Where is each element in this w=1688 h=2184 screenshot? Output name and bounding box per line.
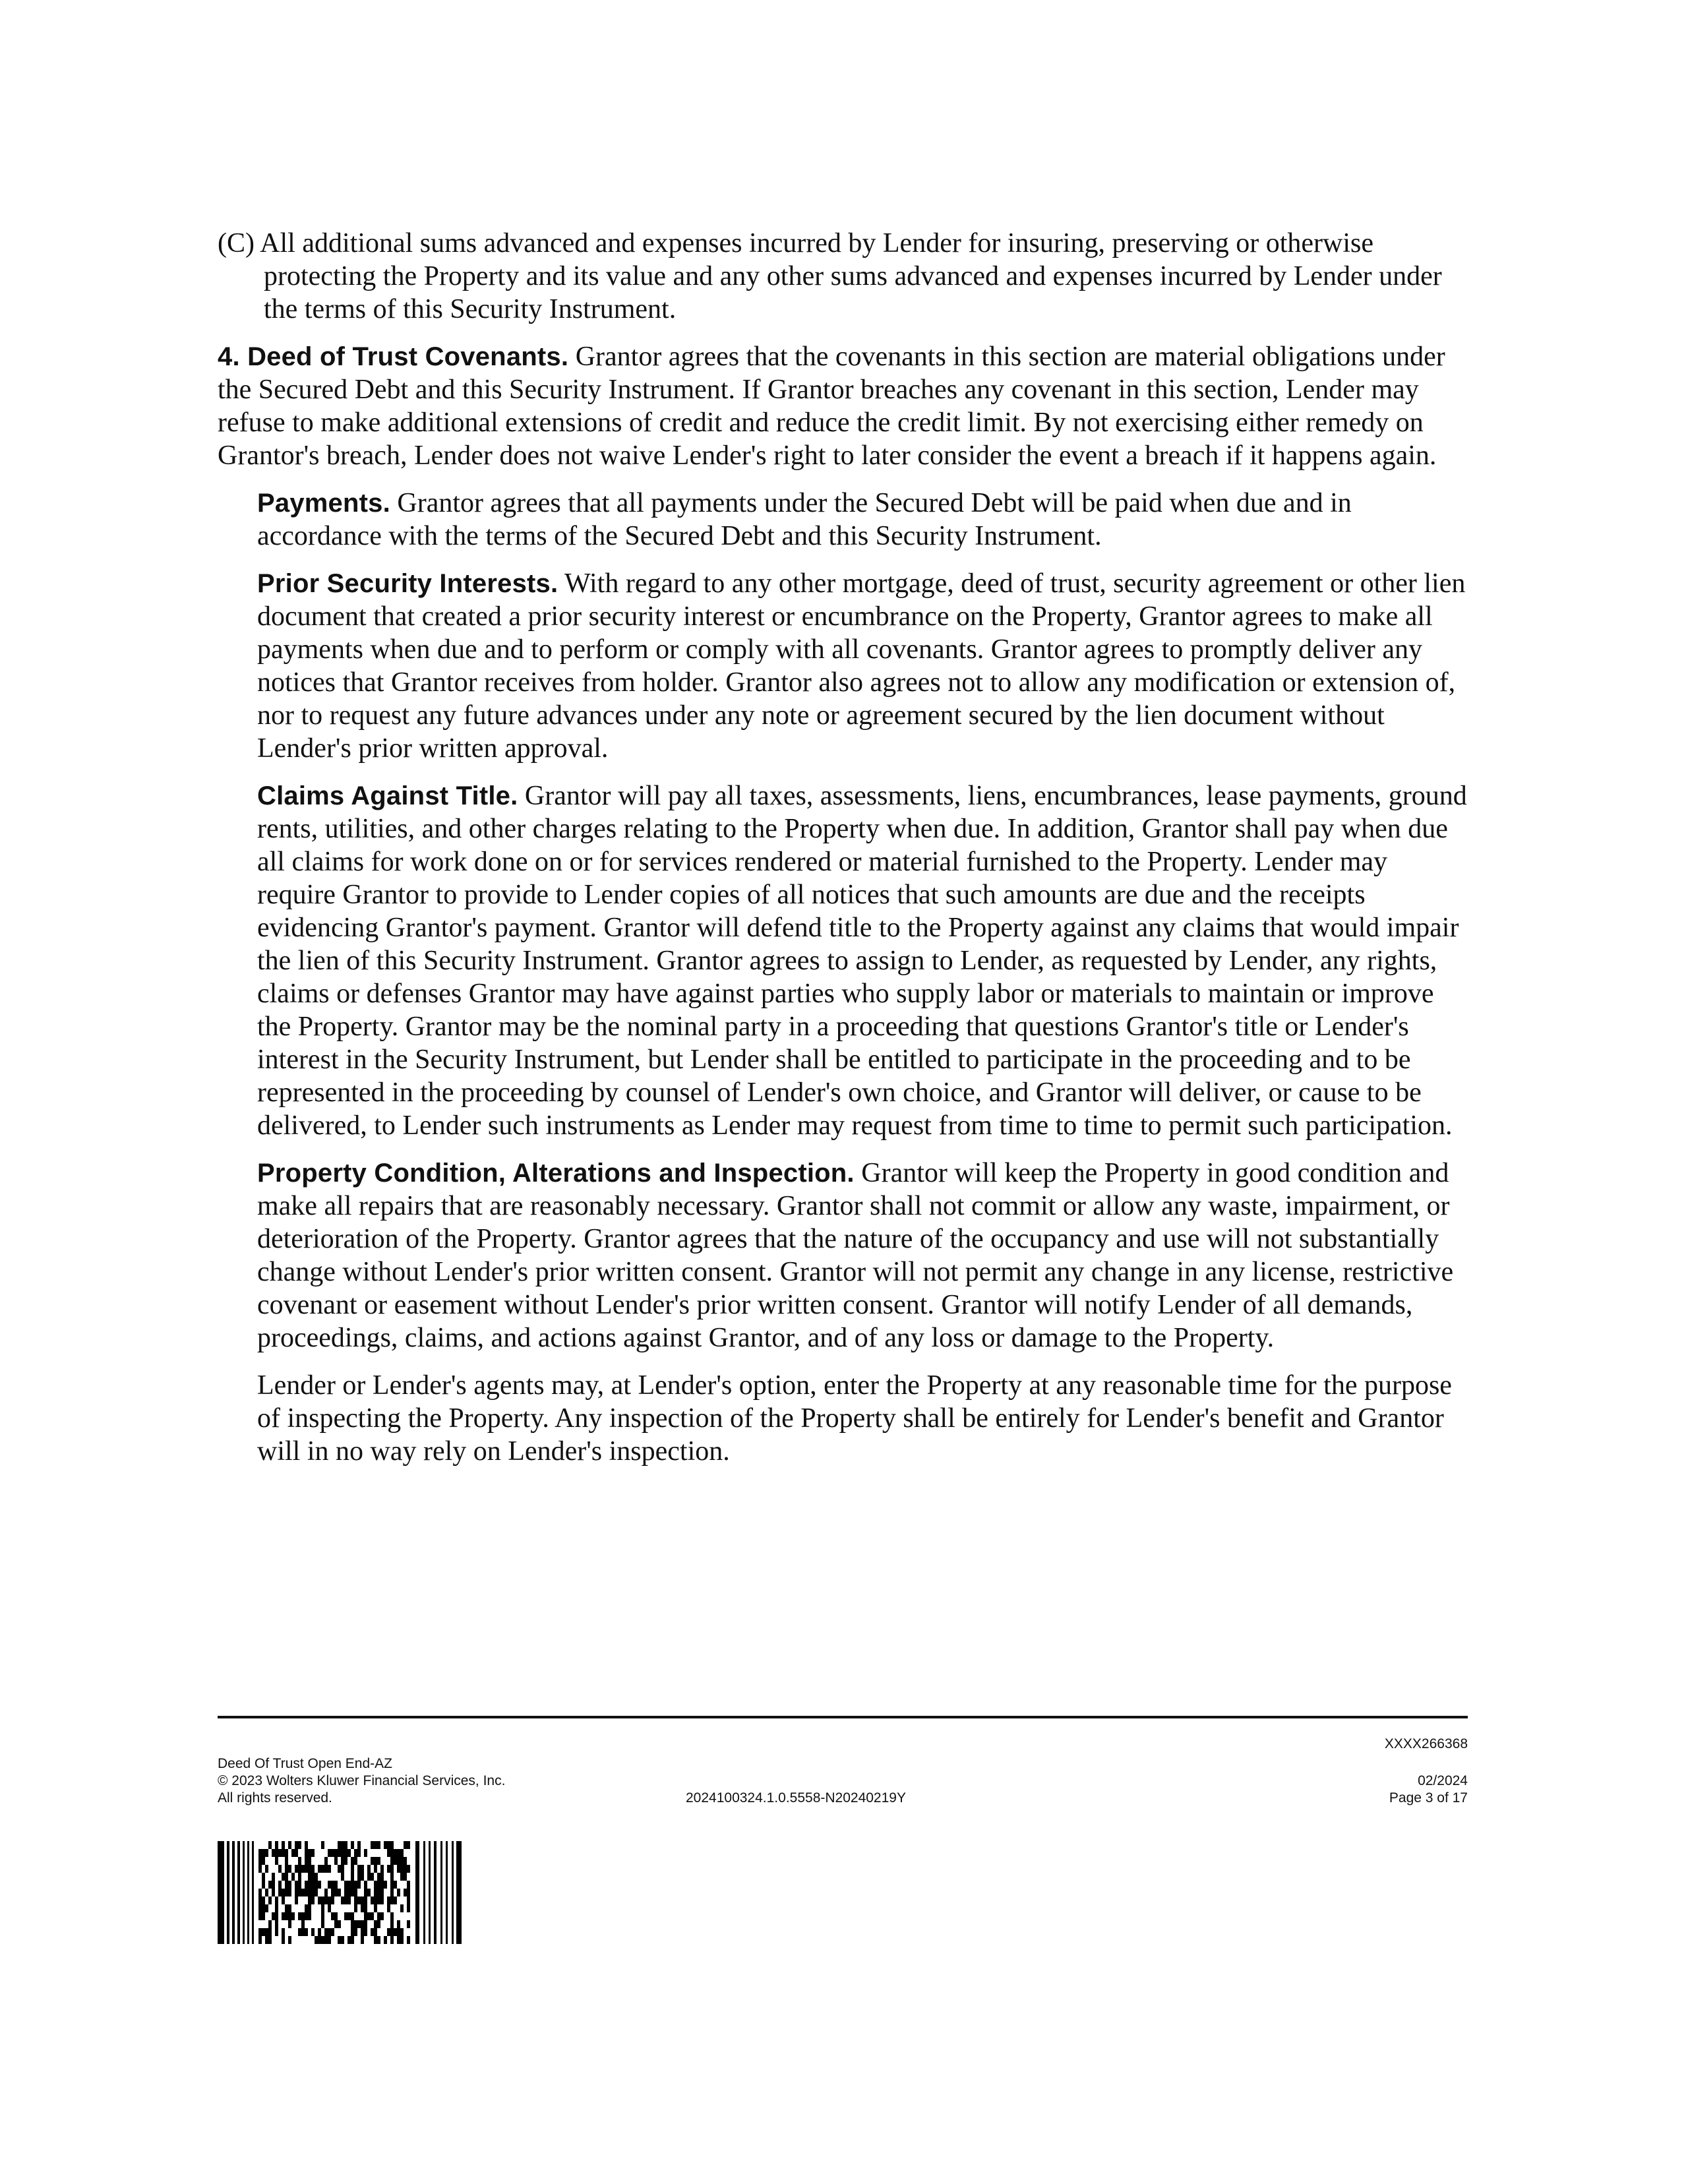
prior-security-text: With regard to any other mortgage, deed of trust, security agreement or other lien document that created a prior security interest or encumbrance on the Property, Grantor agrees to make all payments when due and to perform or comply with all covenants. Grantor agrees to promptly deliver any notices that Grantor receives from holder. Grantor also agrees not to allow any modification or extension of, nor to request any future advances under any note or agreement secured by the lien document without Lender's prior written approval. [257, 568, 1466, 764]
claims-text: Grantor will pay all taxes, assessments, liens, encumbrances, lease payments, ground rents, utilities, and other charges relating to the Property when due. In addition, Grantor shall pay when due all claims for work done on or for services rendered or material furnished to the Property. Lender may require Grantor to provide to Lender copies of all notices that such amounts are due and the receipts evidencing Grantor's payment. Grantor will defend title to the Property against any claims that would impair the lien of this Security Instrument. Grantor agrees to assign to Lender, as requested by Lender, any rights, claims or defenses Grantor may have against parties who supply labor or materials to maintain or improve the Property. Grantor may be the nominal party in a proceeding that questions Grantor's title or Lender's interest in the Security Instrument, but Lender shall be entitled to participate in the proceeding and to be represented in the proceeding by counsel of Lender's own choice, and Grantor will deliver, or cause to be delivered, to Lender such instruments as Lender may request from time to time to permit such participation. [257, 781, 1467, 1141]
rights-line: All rights reserved. [218, 1790, 332, 1805]
prior-security-heading: Prior Security Interests. [257, 569, 558, 598]
footer-rule [218, 1716, 1468, 1718]
payments-paragraph [257, 487, 1470, 553]
revision-date: 02/2024 [1418, 1773, 1468, 1788]
property-condition-paragraph [257, 1157, 1470, 1354]
copyright-line: © 2023 Wolters Kluwer Financial Services, Inc. [218, 1773, 506, 1788]
claims-heading: Claims Against Title. [257, 781, 518, 810]
covenants-paragraph [218, 340, 1470, 472]
inspection-paragraph: Lender or Lender's agents may, at Lender's option, enter the Property at any reasonable time for the purpose of inspecting the Property. Any inspection of the Property shall be entirely for Lender's benefit and Grantor will in no way rely on Lender's inspection. [257, 1370, 1452, 1467]
payments-text: Grantor agrees that all payments under the Secured Debt will be paid when due and in accordance with the terms of the Secured Debt and this Security Instrument. [257, 488, 1352, 551]
payments-heading: Payments. [257, 489, 390, 518]
claims-paragraph [257, 779, 1470, 1142]
form-name: Deed Of Trust Open End-AZ [218, 1756, 392, 1771]
document-code: 2024100324.1.0.5558-N20240219Y [686, 1790, 906, 1805]
pdf417-barcode-icon [218, 1841, 495, 1944]
item-c-paragraph: (C) All additional sums advanced and expenses incurred by Lender for insuring, preserving or otherwise protecting the Property and its value and any other sums advanced and expenses incurred by Lender under the terms of this Security Instrument. [218, 228, 1442, 324]
document-body [218, 227, 1470, 1482]
prior-security-paragraph [257, 567, 1470, 765]
loan-id: XXXX266368 [1384, 1736, 1468, 1751]
property-condition-text: Grantor will keep the Property in good condition and make all repairs that are reasonably necessary. Grantor shall not commit or allow any waste, impairment, or deterioration of the Property. Grantor agrees that the nature of the occupancy and use will not substantially change without Lender's prior written consent. Grantor will not permit any change in any license, restrictive covenant or easement without Lender's prior written consent. Grantor will notify Lender of all demands, proceedings, claims, and actions against Grantor, and of any loss or damage to the Property. [257, 1158, 1454, 1353]
property-condition-heading: Property Condition, Alterations and Inspection. [257, 1159, 855, 1188]
page-number: Page 3 of 17 [1389, 1790, 1468, 1805]
covenants-heading: 4. Deed of Trust Covenants. [218, 342, 569, 371]
covenants-text: Grantor agrees that the covenants in this section are material obligations under the Secured Debt and this Security Instrument. If Grantor breaches any covenant in this section, Lender may refuse to make additional extensions of credit and reduce the credit limit. By not exercising either remedy on Grantor's breach, Lender does not waive Lender's right to later consider the event a breach if it happens again. [218, 342, 1445, 471]
